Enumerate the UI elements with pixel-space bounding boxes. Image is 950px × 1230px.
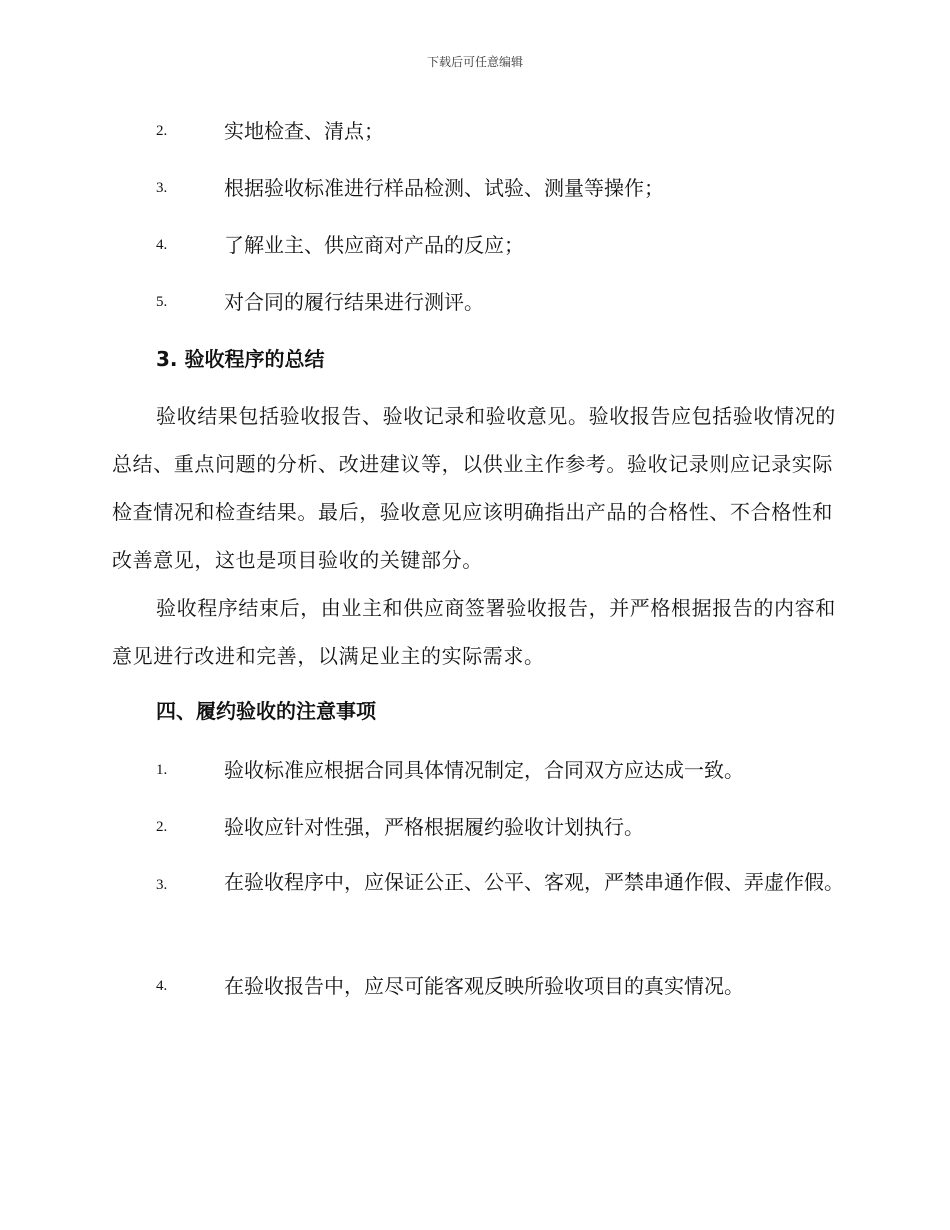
list-number: 4. (156, 237, 168, 253)
list-text: 在验收程序中，应保证公正、公平、客观，严禁串通作假、弄虚作假。 (224, 870, 844, 894)
list-item (0, 174, 950, 214)
list-number: 3. (156, 877, 168, 893)
list-text: 在验收报告中，应尽可能客观反映所验收项目的真实情况。 (224, 974, 744, 998)
list-text: 了解业主、供应商对产品的反应； (224, 233, 524, 257)
section-heading: 3. 验收程序的总结 (156, 347, 325, 371)
list-number: 3. (156, 180, 168, 196)
list-number: 2. (156, 819, 168, 835)
paragraph: 验收程序结束后，由业主和供应商签署验收报告，并严格根据报告的内容和意见进行改进和完善，以满足业主的实际需求。 (112, 596, 836, 668)
list-text: 实地检查、清点； (224, 119, 384, 143)
list-item (0, 117, 950, 157)
list-number: 4. (156, 978, 168, 994)
list-item (0, 813, 950, 853)
list-number: 1. (156, 762, 168, 778)
paragraph: 验收结果包括验收报告、验收记录和验收意见。验收报告应包括验收情况的总结、重点问题的分析、改进建议等，以供业主作参考。验收记录则应记录实际检查情况和检查结果。最后，验收意见应该明确指出产品的合格性、不合格性和改善意见，这也是项目验收的关键部分。 (112, 404, 836, 572)
list-text: 对合同的履行结果进行测评。 (224, 290, 484, 314)
list-item (0, 288, 950, 328)
list-item (0, 756, 950, 796)
list-number: 2. (156, 123, 168, 139)
section-heading: 四、履约验收的注意事项 (156, 699, 376, 723)
list-text: 验收应针对性强，严格根据履约验收计划执行。 (224, 815, 644, 839)
list-text: 验收标准应根据合同具体情况制定，合同双方应达成一致。 (224, 758, 744, 782)
list-number: 5. (156, 294, 168, 310)
list-text: 根据验收标准进行样品检测、试验、测量等操作； (224, 176, 664, 200)
list-item (0, 972, 950, 1012)
list-item (0, 231, 950, 271)
page-header: 下载后可任意编辑 (426, 55, 523, 69)
list-item (112, 860, 852, 907)
